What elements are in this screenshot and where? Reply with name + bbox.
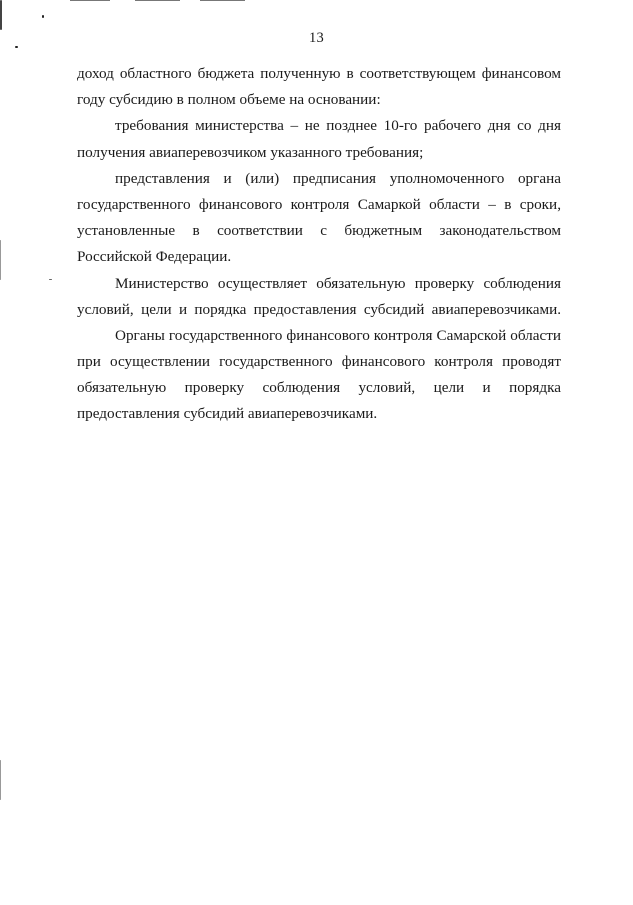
text-line: обязательную проверку соблюдения условий, цели и порядка bbox=[77, 379, 561, 397]
text-line: условий, цели и порядка предоставления субсидий авиаперевозчиками. bbox=[77, 300, 561, 318]
text-line: государственного финансового контроля Самаркой области – в сроки, bbox=[77, 195, 561, 213]
scan-speck bbox=[49, 279, 52, 280]
scan-edge-line bbox=[70, 0, 110, 1]
scan-speck bbox=[0, 0, 2, 30]
scan-edge-line bbox=[135, 0, 180, 1]
text-line: требования министерства – не позднее 10-го рабочего дня со дня bbox=[115, 117, 561, 135]
scan-speck bbox=[42, 15, 44, 18]
text-line: представления и (или) предписания уполномоченного органа bbox=[115, 169, 561, 187]
text-line: при осуществлении государственного финансового контроля проводят bbox=[77, 353, 561, 371]
text-line: Российской Федерации. bbox=[77, 248, 232, 266]
text-line: установленные в соответствии с бюджетным законодательством bbox=[77, 222, 561, 240]
text-line: году субсидию в полном объеме на основании: bbox=[77, 91, 381, 109]
scan-speck bbox=[0, 760, 1, 800]
text-line: получения авиаперевозчиком указанного требования; bbox=[77, 143, 424, 161]
text-line: предоставления субсидий авиаперевозчиками. bbox=[77, 405, 378, 423]
text-line: Органы государственного финансового контроля Самарской области bbox=[115, 326, 561, 344]
document-body bbox=[77, 61, 561, 428]
text-line: доход областного бюджета полученную в соответствующем финансовом bbox=[77, 65, 561, 82]
text-line: Министерство осуществляет обязательную проверку соблюдения bbox=[115, 274, 561, 292]
scan-edge-line bbox=[200, 0, 245, 1]
scan-speck bbox=[0, 240, 1, 280]
page-number: 13 bbox=[308, 30, 325, 46]
